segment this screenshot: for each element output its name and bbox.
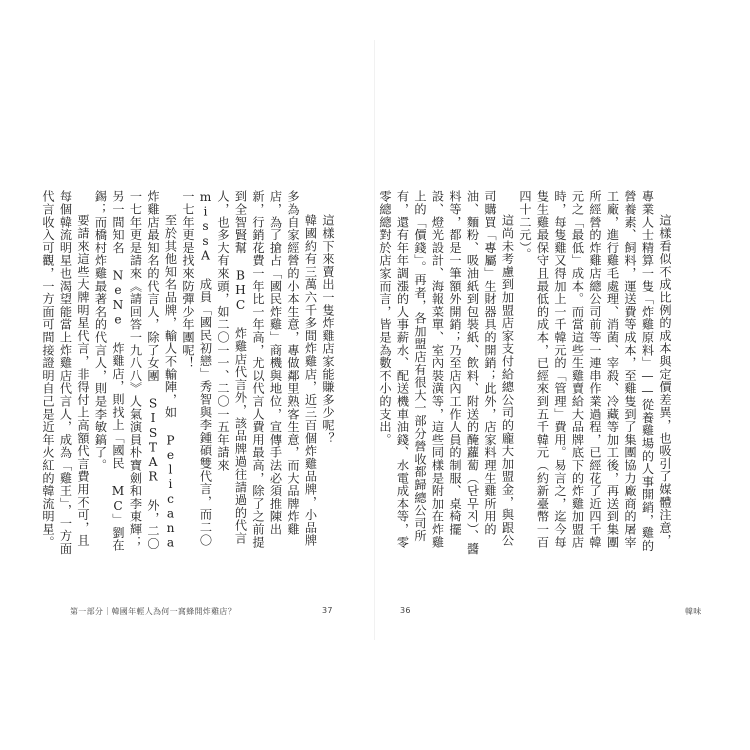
left-page-text <box>41 190 336 558</box>
paragraph: 這樣看似不成比例的成本與定價差異，也吸引了媒體注意，專業人士精算一隻「炸雞原料」——從養雞場的人事開銷，雞的營養素、飼料，運送費等成本，至雞隻到了集團協力廠商的屠宰工廠，進行雞毛處理、消菌、宰殺、冷藏等加工後，再送到集團所經營的炸雞店總公司前等一連串作業過程，已經花了近四千韓元之「最低」成本。而當這些生雞賣給大品牌底下的炸雞加盟店時，每隻雞又得加上一千韓元的「管理」費用。易言之，迄今每隻生雞最保守且最低的成本，已經來到五千韓元（約新臺幣一百四十二元）。 <box>518 190 672 552</box>
page-number: 36 <box>400 606 411 615</box>
paragraph: 這樣下來賣出一隻炸雞店家能賺多少呢？ <box>321 214 335 445</box>
running-head: 第一部分｜韓國年輕人為何一窩蜂開炸雞店？ <box>70 607 236 616</box>
paragraph: 韓國約有三萬六千多間炸雞店，近三百個炸雞品牌，小品牌多為自家經營的小本生意，專做鄰里熟客生意，而大品牌炸雞店，為了搶占「國民炸雞」商機與地位，宣傳手法必須推陳出新，行銷花費一年比一年高，尤以代言人費用最高，除了之前提到全智賢幫 BHC 炸雞店代言外，該品牌過往請過的代言人，也多大有來頭，如二〇一一、二〇一五年請來 missA 成員「國民初戀」秀智與李鍾碩雙代言，而二〇一七年更是找來防彈少年團呢！ <box>181 190 318 549</box>
page-number: 37 <box>322 606 333 615</box>
paragraph: 要請來這些大牌明星代言，非得付上高額代言費用不可，且每個韓流明星也渴望能當上炸雞店代言人，成為「雞王」，一方面代言收入可觀，一方面可間接證明自己是近年火紅的韓流明星。 <box>41 190 90 556</box>
right-page-text <box>378 190 673 558</box>
paragraph: 這尚未考慮到加盟店家支付給總公司的龐大加盟金，與跟公司購買「專屬」生財器具的開銷；此外，店家料理生雞所用的油、麵粉、吸油紙到包裝紙、飲料、附送的醃蘿蔔（단무지）、醬料等，都是一筆額外開銷；乃至店內工作人員的制服、桌椅擺設、燈光設計、海報菜單、室內裝潢等，這些同樣是附加在炸雞上的「價錢」。再者，各加盟店有很大一部分營收都歸總公司所有，還有年年調漲的人事薪水、配送機車油錢、水電成本等，零零總總對於店家而言，皆是為數不小的支出。 <box>378 190 515 556</box>
right-page <box>375 0 750 750</box>
paragraph: 至於其他知名品牌，輸人不輸陣，如 Pelicana 炸雞店最知名的代言人，除了女團 SISTAR 外，二〇一七年更是請來《請回答一九八八》人氣演員朴寶劍和李東輝；另一間知名 NeNe 炸雞店，則找上「國民 MC」劉在錫；而橋村炸雞最著名的代言人，則是李敏鎬了。 <box>93 190 178 552</box>
running-head: 韓味 <box>685 607 702 616</box>
